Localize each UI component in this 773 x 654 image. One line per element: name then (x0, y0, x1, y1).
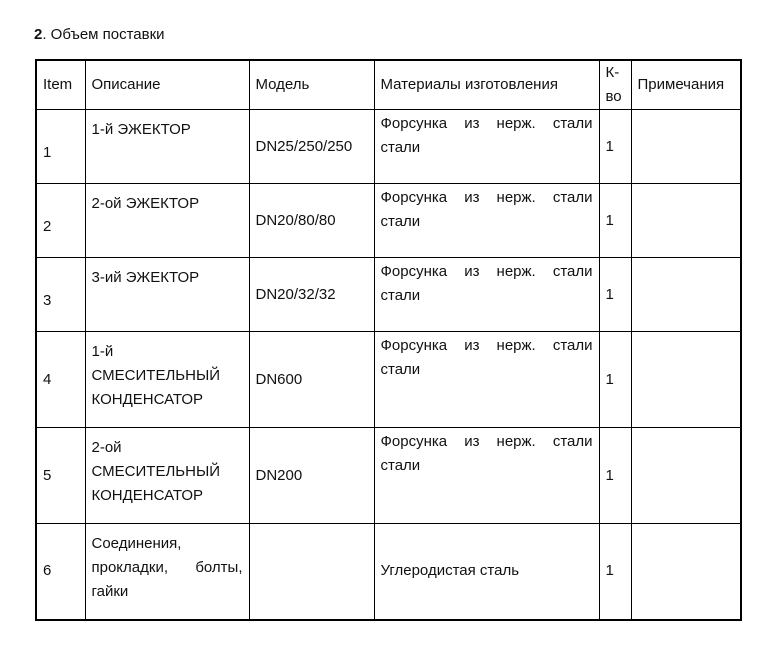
cell-item: 2 (36, 184, 85, 258)
materials-line: Форсунка из нерж. стали (380, 433, 593, 450)
cell-model: DN20/80/80 (249, 184, 374, 258)
cell-qty: 1 (599, 184, 631, 258)
materials-line: Форсунка из нерж. стали (380, 189, 593, 206)
cell-notes (631, 428, 741, 524)
cell-notes (631, 524, 741, 620)
description-line: прокладки, болты, (91, 559, 243, 576)
table-row (36, 524, 741, 620)
cell-model: DN200 (249, 428, 374, 524)
description-line: гайки (91, 583, 129, 600)
cell-model: DN25/250/250 (249, 110, 374, 184)
cell-qty: 1 (599, 524, 631, 620)
description-line: СМЕСИТЕЛЬНЫЙ (91, 463, 221, 480)
table-row (36, 110, 741, 184)
section-title: . Объем поставки (42, 26, 165, 43)
cell-description (85, 332, 249, 428)
cell-materials (374, 428, 599, 524)
cell-item: 5 (36, 428, 85, 524)
cell-model (249, 524, 374, 620)
cell-description: 1-й ЭЖЕКТОР (85, 110, 249, 184)
cell-description: 3-ий ЭЖЕКТОР (85, 258, 249, 332)
cell-item: 6 (36, 524, 85, 620)
cell-qty: 1 (599, 258, 631, 332)
table-row (36, 258, 741, 332)
header-materials: Материалы изготовления (374, 60, 599, 110)
header-description: Описание (85, 60, 249, 110)
cell-model: DN600 (249, 332, 374, 428)
delivery-scope-table (35, 59, 742, 621)
cell-materials (374, 110, 599, 184)
description-line: 2-ой (91, 439, 122, 456)
cell-description (85, 428, 249, 524)
cell-qty: 1 (599, 332, 631, 428)
cell-qty: 1 (599, 110, 631, 184)
cell-materials (374, 258, 599, 332)
cell-description: 2-ой ЭЖЕКТОР (85, 184, 249, 258)
cell-notes (631, 110, 741, 184)
description-line: 1-й (91, 343, 114, 360)
header-model: Модель (249, 60, 374, 110)
cell-item: 1 (36, 110, 85, 184)
table-row (36, 332, 741, 428)
materials-line: стали (380, 287, 421, 304)
cell-materials (374, 184, 599, 258)
table-row (36, 428, 741, 524)
materials-line: стали (380, 139, 421, 156)
materials-line: Форсунка из нерж. стали (380, 115, 593, 132)
header-qty (599, 60, 631, 110)
description-line: КОНДЕНСАТОР (91, 391, 204, 408)
materials-line: стали (380, 213, 421, 230)
header-item: Item (36, 60, 85, 110)
cell-materials (374, 332, 599, 428)
materials-line: Форсунка из нерж. стали (380, 263, 593, 280)
header-notes: Примечания (631, 60, 741, 110)
description-line: КОНДЕНСАТОР (91, 487, 204, 504)
cell-model: DN20/32/32 (249, 258, 374, 332)
header-qty-line1: К- (605, 64, 620, 81)
table-header-row (36, 60, 741, 110)
cell-notes (631, 184, 741, 258)
table-row (36, 184, 741, 258)
materials-line: стали (380, 457, 421, 474)
cell-item: 3 (36, 258, 85, 332)
materials-line: Форсунка из нерж. стали (380, 337, 593, 354)
cell-item: 4 (36, 332, 85, 428)
cell-notes (631, 258, 741, 332)
cell-materials: Углеродистая сталь (374, 524, 599, 620)
cell-description (85, 524, 249, 620)
section-number: 2 (34, 26, 43, 43)
cell-qty: 1 (599, 428, 631, 524)
header-qty-line2: во (605, 88, 622, 105)
materials-line: стали (380, 361, 421, 378)
description-line: СМЕСИТЕЛЬНЫЙ (91, 367, 221, 384)
section-heading (34, 26, 165, 43)
description-line: Соединения, (91, 535, 182, 552)
cell-notes (631, 332, 741, 428)
